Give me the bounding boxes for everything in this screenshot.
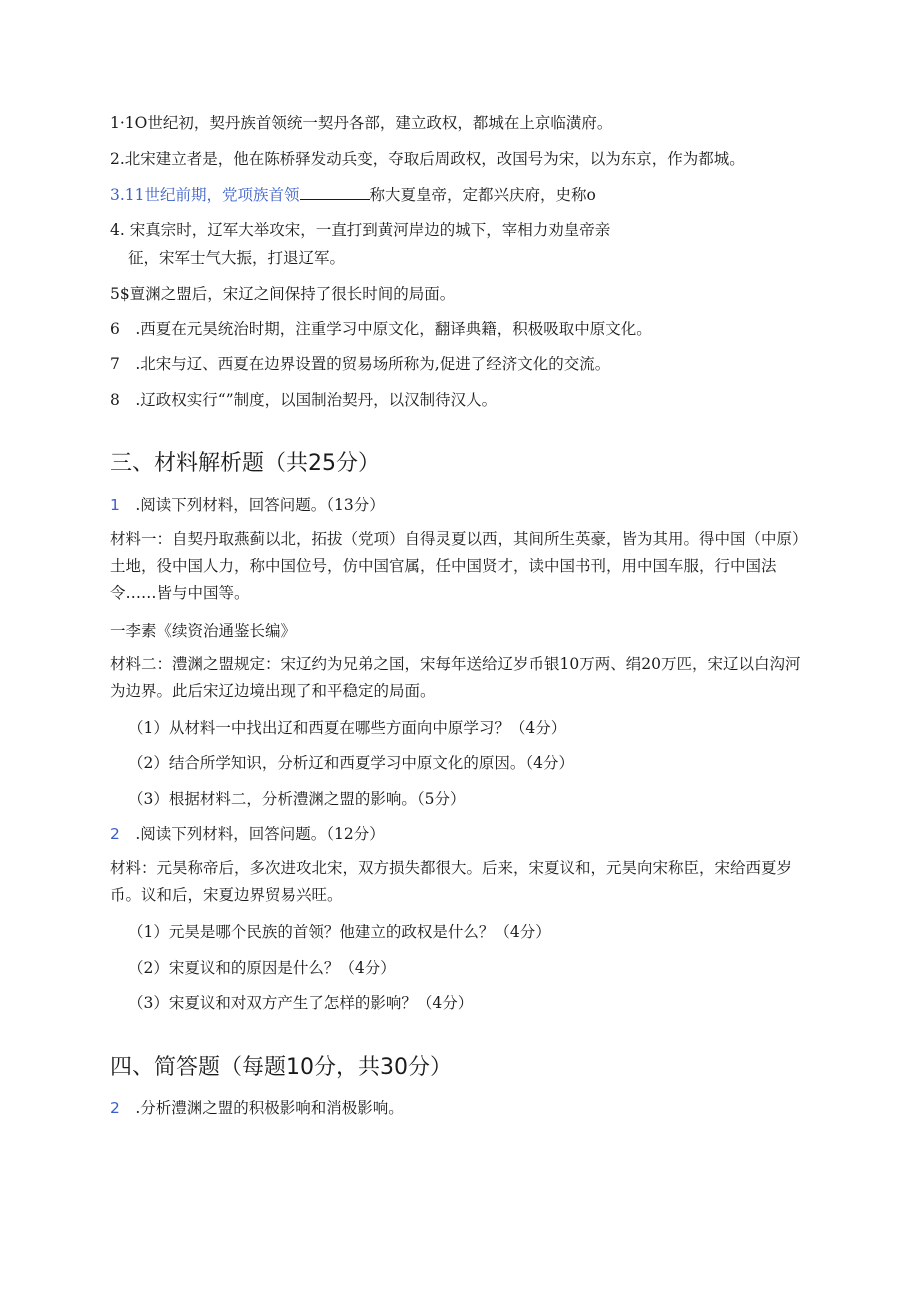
fill-question-3 bbox=[110, 184, 810, 206]
sub-question-1-3: （3）根据材料二，分析澧渊之盟的影响。（5分） bbox=[128, 790, 466, 808]
sub-question-2-2: （2）宋夏议和的原因是什么？（4分） bbox=[128, 959, 396, 977]
sub-question-1-2: （2）结合所学知识，分析辽和西夏学习中原文化的原因。（4分） bbox=[128, 754, 574, 772]
question-text: .分析澧渊之盟的积极影响和消极影响。 bbox=[119, 1099, 404, 1117]
material-question-2 bbox=[110, 823, 810, 845]
sub-question-2-1: （1）元昊是哪个民族的首领？他建立的政权是什么？（4分） bbox=[128, 923, 551, 941]
question-text: .阅读下列材料，回答问题。（12分） bbox=[119, 825, 385, 843]
fill-question-2: 2.北宋建立者是，他在陈桥驿发动兵变，夺取后周政权，改国号为宋，以为东京，作为都城。 bbox=[110, 150, 745, 168]
fill-question-8: 8 .辽政权实行“”制度，以国制治契丹，以汉制待汉人。 bbox=[110, 391, 498, 409]
fill-question-4-line1: 4. 宋真宗时，辽军大举攻宋，一直打到黄河岸边的城下，宰相力劝皇帝亲 bbox=[110, 221, 611, 239]
answer-blank bbox=[300, 185, 370, 200]
material-three: 材料：元昊称帝后，多次进攻北宋，双方损失都很大。后来，宋夏议和，元昊向宋称臣，宋给西夏岁币。议和后，宋夏边界贸易兴旺。 bbox=[110, 859, 793, 904]
material-question-1 bbox=[110, 494, 810, 516]
fill-question-5: 5$亶渊之盟后，宋辽之间保持了很长时间的局面。 bbox=[110, 285, 456, 303]
sub-question-2-3: （3）宋夏议和对双方产生了怎样的影响？（4分） bbox=[128, 994, 474, 1012]
fill-question-7: 7 .北宋与辽、西夏在边界设置的贸易场所称为,促进了经济文化的交流。 bbox=[110, 355, 611, 373]
section-4-title: 四、简答题（每题10分，共30分） bbox=[110, 1055, 452, 1080]
question-number: 2 bbox=[110, 1099, 120, 1117]
material-two: 材料二：澧渊之盟规定：宋辽约为兄弟之国，宋每年送给辽岁币银10万两、绢20万匹，宋辽以白沟河为边界。此后宋辽边境出现了和平稳定的局面。 bbox=[110, 655, 801, 700]
material-one: 材料一：自契丹取燕蓟以北，拓拔（党项）自得灵夏以西，其间所生英豪，皆为其用。得中国（中原）土地，役中国人力，称中国位号，仿中国官属，任中国贤才，读中国书刊，用中国车服，行中国法令……皆与中国等。 bbox=[110, 530, 808, 602]
question-number: 1 bbox=[110, 496, 120, 514]
material-one-source: 一李素《续资治通鉴长编》 bbox=[110, 622, 297, 640]
fill-question-3-lead: 3.11世纪前期，党项族首领 bbox=[110, 186, 300, 204]
fill-question-4-line2: 征，宋军士气大振，打退辽军。 bbox=[128, 249, 346, 267]
sub-question-1-1: （1）从材料一中找出辽和西夏在哪些方面向中原学习？（4分） bbox=[128, 719, 567, 737]
fill-question-1: 1·1O世纪初，契丹族首领统一契丹各部，建立政权，都城在上京临潢府。 bbox=[110, 114, 613, 132]
short-answer-question bbox=[110, 1097, 810, 1119]
fill-question-6: 6 .西夏在元昊统治时期，注重学习中原文化，翻译典籍，积极吸取中原文化。 bbox=[110, 320, 652, 338]
fill-question-3-rest: 称大夏皇帝，定都兴庆府，史称o bbox=[369, 186, 596, 204]
section-3-title: 三、材料解析题（共25分） bbox=[110, 451, 380, 476]
question-number: 2 bbox=[110, 825, 120, 843]
question-text: .阅读下列材料，回答问题。（13分） bbox=[119, 496, 385, 514]
